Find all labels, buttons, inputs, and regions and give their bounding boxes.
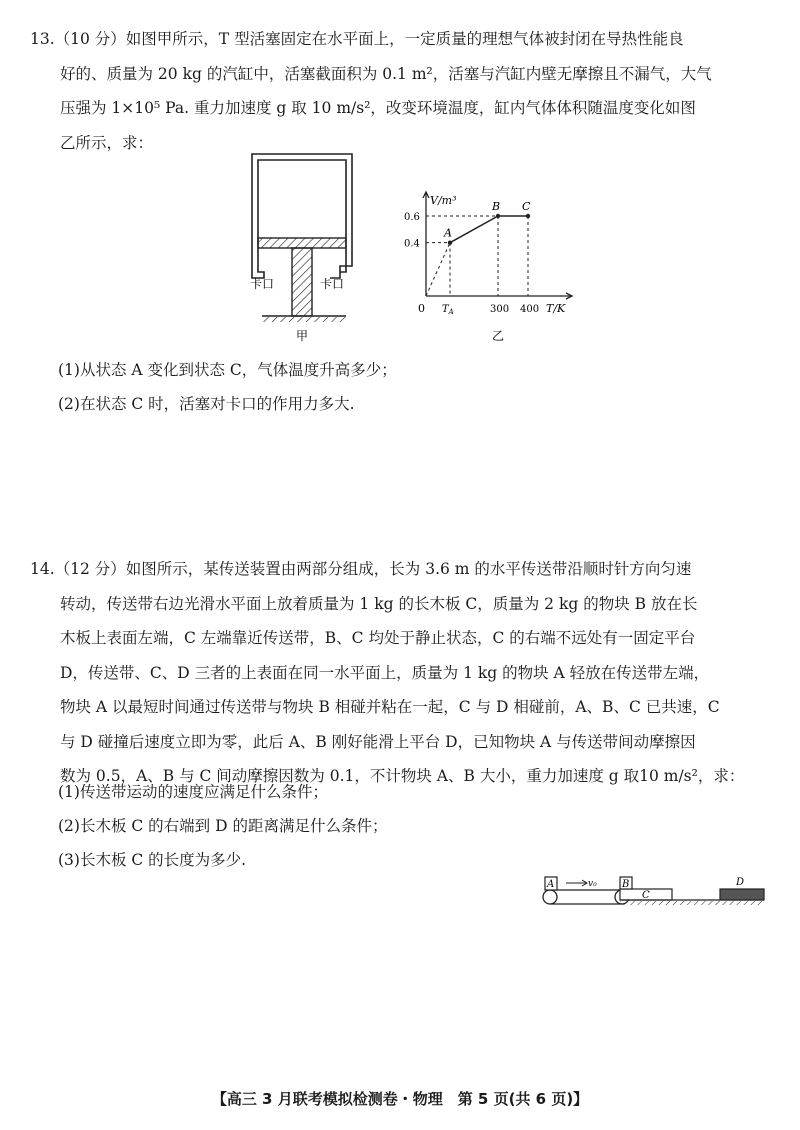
guide-origin-a xyxy=(426,243,450,296)
origin-label: 0 xyxy=(418,302,425,315)
y-axis-label: V/m³ xyxy=(430,194,457,207)
q13-sub-2: (2)在状态 C 时，活塞对卡口的作用力多大. xyxy=(58,395,355,413)
y-tick-label-1: 0.6 xyxy=(404,212,420,223)
q14-line-3: 木板上表面左端，C 左端靠近传送带，B、C 均处于静止状态，C 的右端不远处有一固定平台 xyxy=(60,629,696,647)
x-tick-label-2: 400 xyxy=(520,304,540,315)
series-line-1 xyxy=(450,216,498,243)
q14-line-2: 转动，传送带右边光滑水平面上放着质量为 1 kg 的长木板 C，质量为 2 kg 的物块 B 放在长 xyxy=(60,594,698,613)
y-tick-label-0: 0.4 xyxy=(404,238,420,250)
platform-d-label: D xyxy=(736,877,745,888)
q14-sub-3: (3)长木板 C 的长度为多少. xyxy=(58,851,247,869)
point-label-a: A xyxy=(444,226,452,240)
point-c xyxy=(526,214,530,218)
board-c-label: C xyxy=(642,890,650,901)
page-footer: 【高三 3 月联考模拟检测卷・物理 第 5 页(共 6 页)】 xyxy=(211,1090,589,1108)
q13-line-2: 好的、质量为 20 kg 的汽缸中，活塞截面积为 0.1 m²，活塞与汽缸内壁无摩擦且不漏气，大气 xyxy=(60,64,712,83)
q14-sub-1: (1)传送带运动的速度应满足什么条件； xyxy=(58,783,328,801)
q13-line-4: 乙所示，求： xyxy=(60,133,154,152)
point-a xyxy=(448,240,452,244)
piston-head xyxy=(258,238,346,248)
piston-rod xyxy=(292,248,312,316)
q14-line-5: 物块 A 以最短时间通过传送带与物块 B 相碰并粘在一起，C 与 D 相碰前，A、B、C 已共速，C xyxy=(60,698,720,716)
q14-sub-2: (2)长木板 C 的右端到 D 的距离满足什么条件； xyxy=(58,817,388,835)
block-b-label: B xyxy=(622,879,630,890)
q14-line-1: 14.（12 分）如图所示，某传送装置由两部分组成，长为 3.6 m 的水平传送带沿顺时针方向匀速 xyxy=(30,560,692,578)
q13-stem xyxy=(30,22,775,160)
q13-line-1: 13.（10 分）如图甲所示，T 型活塞固定在水平面上，一定质量的理想气体被封闭在导热性能良 xyxy=(30,30,684,48)
q14-stem xyxy=(30,552,775,794)
platform-d xyxy=(720,889,764,900)
q13-sub-1: (1)从状态 A 变化到状态 C，气体温度升高多少； xyxy=(58,361,397,379)
x-axis-label: T/K xyxy=(546,302,566,315)
conveyor-belt xyxy=(543,890,629,904)
ground-hatch xyxy=(262,317,346,322)
v0-label: v₀ xyxy=(588,879,597,889)
x-tick-label-0: $T_A$ xyxy=(442,304,454,316)
q14-line-6: 与 D 碰撞后速度立即为零，此后 A、B 刚好能滑上平台 D，已知物块 A 与传送带间动摩擦因 xyxy=(60,732,696,751)
point-b xyxy=(496,214,500,218)
block-a-label: A xyxy=(547,879,555,890)
point-label-c: C xyxy=(522,200,531,213)
jia-left-stop-label: 卡口 xyxy=(250,277,275,291)
figure-conveyor xyxy=(536,872,772,920)
q14-line-7: 数为 0.5，A、B 与 C 间动摩擦因数为 0.1，不计物块 A、B 大小，重力加速度 g 取10 m/s²，求： xyxy=(60,767,745,785)
q13-line-3: 压强为 1×10⁵ Pa. 重力加速度 g 取 10 m/s²，改变环境温度，缸内气体体积随温度变化如图 xyxy=(60,99,696,117)
x-tick-label-1: 300 xyxy=(490,304,510,315)
figure-yi xyxy=(400,188,580,348)
figure-jia xyxy=(240,150,370,350)
point-label-b: B xyxy=(492,200,501,213)
jia-right-stop-label: 卡口 xyxy=(320,277,345,291)
ground-q14-hatch xyxy=(620,901,764,905)
q14-line-4: D，传送带、C、D 三者的上表面在同一水平面上，质量为 1 kg 的物块 A 轻放在传送带左端， xyxy=(60,663,710,682)
jia-caption: 甲 xyxy=(296,329,309,343)
yi-caption: 乙 xyxy=(492,329,505,343)
